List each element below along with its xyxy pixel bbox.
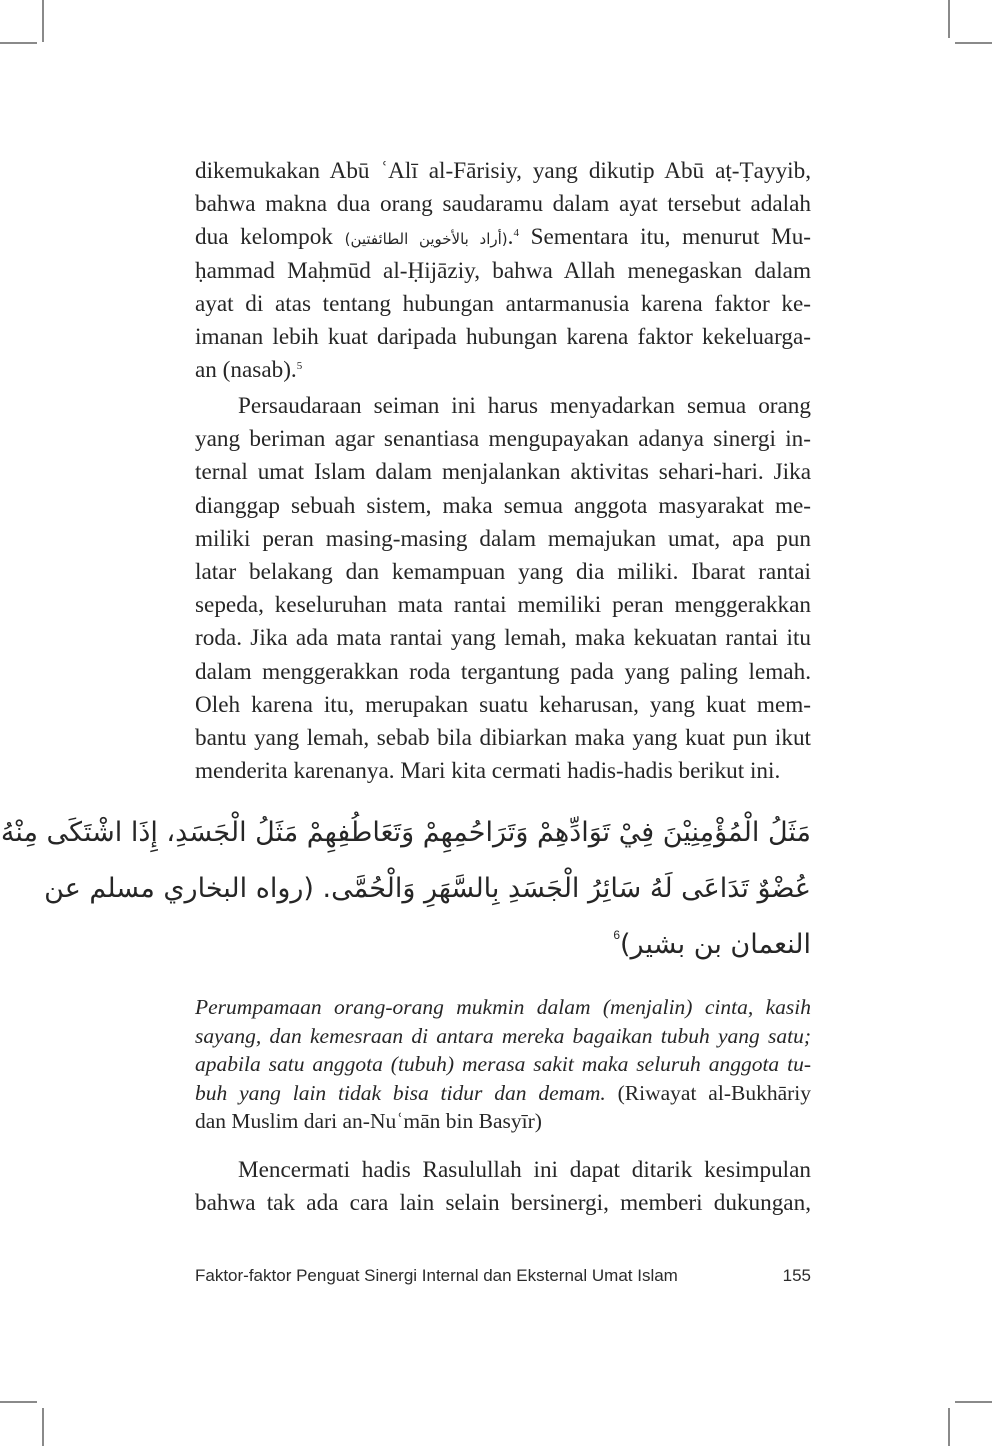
paragraph-2 — [195, 390, 811, 788]
paragraph-1 — [195, 155, 811, 387]
crop-mark-top-left-horizontal — [0, 42, 37, 44]
crop-mark-bottom-left-horizontal — [0, 1401, 37, 1403]
text-line: bahwa tak ada cara lain selain bersinergi, memberi dukungan, — [195, 1190, 811, 1217]
text-line: sayang, dan kemesraan di antara mereka bagaikan tubuh yang satu; — [195, 1023, 811, 1048]
hadith-translation — [195, 993, 811, 1136]
text-line: buh yang lain tidak bisa tidur dan demam. (Riwayat al-Bukhāriy — [195, 1080, 811, 1105]
paragraph-3 — [195, 1154, 811, 1220]
footnote-ref: 5 — [296, 360, 303, 373]
crop-mark-bottom-right-vertical — [948, 1408, 950, 1446]
crop-mark-bottom-right-horizontal — [955, 1401, 992, 1403]
text-line: sepeda, keseluruhan mata rantai memiliki peran menggerakkan — [195, 592, 811, 619]
crop-mark-top-left-vertical — [42, 0, 44, 42]
text-line: Oleh karena itu, merupakan suatu keharusan, yang kuat mem- — [195, 691, 811, 718]
text-line: ternal umat Islam dalam menjalankan aktivitas sehari-hari. Jika — [195, 459, 811, 486]
text-line: Perumpamaan orang-orang mukmin dalam (menjalin) cinta, kasih — [195, 995, 811, 1019]
text-line: dianggap sebuah sistem, maka semua anggota masyarakat me- — [195, 492, 811, 519]
text-line: ayat di atas tentang hubungan antarmanusia karena faktor ke- — [195, 290, 811, 317]
crop-mark-top-right-vertical — [948, 0, 950, 38]
text-line: imanan lebih kuat daripada hubungan karena faktor kekeluarga- — [195, 323, 811, 350]
text-line: ḥammad Maḥmūd al-Ḥijāziy, bahwa Allah menegaskan dalam — [195, 257, 811, 284]
text-line: menderita karenanya. Mari kita cermati hadis-hadis berikut ini. — [195, 758, 781, 785]
crop-mark-bottom-left-vertical — [42, 1408, 44, 1446]
page-number: 155 — [782, 1266, 811, 1285]
arabic-line: النعمان بن بشير)$^6$ — [613, 928, 811, 960]
text-line: Mencermati hadis Rasulullah ini dapat ditarik kesimpulan — [238, 1157, 811, 1183]
text-line: apabila satu anggota (tubuh) merasa sakit maka seluruh anggota tu- — [195, 1052, 811, 1077]
text-line: roda. Jika ada mata rantai yang lemah, maka kekuatan rantai itu — [195, 625, 811, 652]
text-line: dua kelompok (أراد بالأخوين الطائفتين).$^4$ Sementara itu, menurut Mu- — [195, 224, 812, 251]
text-line: latar belakang dan kemampuan yang dia miliki. Ibarat rantai — [195, 558, 811, 585]
text-line: dalam menggerakkan roda tergantung pada yang paling lemah. — [195, 658, 811, 685]
arabic-line: مَثَلُ الْمُؤْمِنِيْنَ فِيْ تَوَادِّهِمْ وَتَرَاحُمِهِمْ وَتَعَاطُفِهِمْ مَثَلُ الْجَسَدِ، إِذَا اشْتَكَى مِنْهُ — [0, 817, 811, 848]
footnote-ref: 4 — [513, 227, 519, 240]
arabic-quote: (أراد بالأخوين الطائفتين) — [344, 230, 508, 249]
page-footer — [195, 1266, 811, 1292]
arabic-line: عُضْوٌ تَدَاعَى لَهُ سَائِرُ الْجَسَدِ بِالسَّهَرِ وَالْحُمَّى. (رواه البخاري مسلم عن — [44, 873, 811, 904]
running-title: Faktor-faktor Penguat Sinergi Internal dan Eksternal Umat Islam — [195, 1266, 678, 1285]
crop-mark-top-right-horizontal — [955, 42, 992, 44]
text-line: miliki peran masing-masing dalam memajukan umat, apa pun — [195, 525, 811, 552]
text-line: Persaudaraan seiman ini harus menyadarkan semua orang — [238, 393, 811, 419]
hadith-arabic — [0, 805, 811, 973]
text-line: an (nasab).$^5$ — [195, 357, 303, 384]
text-line: dikemukakan Abū ʿAlī al-Fārisiy, yang dikutip Abū aṭ-Ṭayyib, — [195, 158, 811, 184]
footnote-ref: 6 — [613, 928, 621, 942]
text-line: bahwa makna dua orang saudaramu dalam ayat tersebut adalah — [195, 191, 811, 218]
text-line: bantu yang lemah, sebab bila dibiarkan maka yang kuat pun ikut — [195, 724, 811, 751]
text-line: yang beriman agar senantiasa mengupayakan adanya sinergi in- — [195, 426, 811, 453]
text-line: dan Muslim dari an-Nuʿmān bin Basyīr) — [195, 1109, 542, 1134]
